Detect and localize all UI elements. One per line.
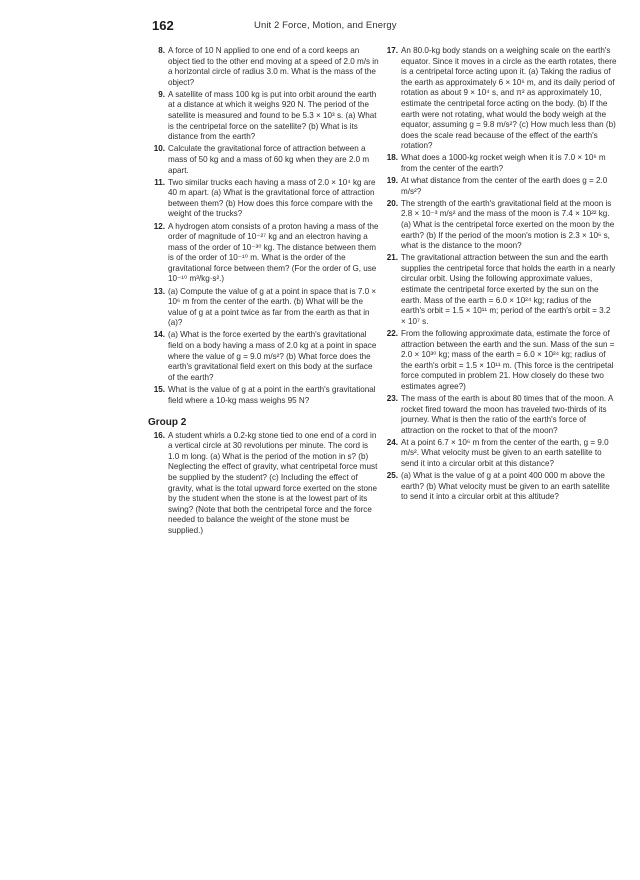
page-header <box>152 18 622 38</box>
problem-number: 15. <box>153 384 165 394</box>
left-column <box>148 46 380 538</box>
problem-text: The strength of the earth's gravitational field at the moon is 2.8 × 10⁻³ m/s² and the mass of the moon is 7.4 × 10²² kg. (a) What is the centripetal force exerted on the moon by the earth? (b) If the period of the moon's motion is 2.3 × 10⁶ s, what is the distance to the moon? <box>401 198 615 251</box>
problem-list-group-2-continued <box>381 46 617 503</box>
problem-item <box>381 394 617 436</box>
problem-number: 18. <box>386 153 398 163</box>
problem-item <box>148 330 380 383</box>
problem-number: 23. <box>386 394 398 403</box>
problem-number: 14. <box>153 330 165 340</box>
problem-item <box>381 199 617 252</box>
problem-item <box>148 46 380 88</box>
problem-text: At a point 6.7 × 10⁶ m from the center of the earth, g = 9.0 m/s². What velocity must be given to an earth satellite to send it into a circular orbit at this distance? <box>401 437 609 469</box>
problem-number: 16. <box>153 430 165 440</box>
problem-text: What is the value of g at a point in the earth's gravitational field where a 10-kg mass weighs 95 N? <box>168 384 376 405</box>
problem-text: From the following approximate data, estimate the force of attraction between the earth and the sun. Mass of the sun = 2.0 × 10³⁰ kg; mass of the earth = 6.0 × 10²⁴ kg; radius of the earth's orbit = 1.5 × 10¹¹ m. (This force is the centripetal force computed in problem 21. How closely do these two estimates agree?) <box>401 328 615 391</box>
problem-text: A satellite of mass 100 kg is put into orbit around the earth at a distance at which it weighs 920 N. The period of the satellite is measured and found to be 5.3 × 10³ s. (a) What is the centripetal force on the satellite? (b) What is its distance from the earth? <box>168 89 377 142</box>
problem-item <box>148 90 380 143</box>
problem-text: (a) What is the value of g at a point 400 000 m above the earth? (b) What velocity must be given to an earth satellite to send it into a circular orbit at this altitude? <box>401 471 610 502</box>
problem-text: A student whirls a 0.2-kg stone tied to one end of a cord in a vertical circle at 30 revolutions per minute. The cord is 1.0 m long. (a) What is the period of the motion in s? (b) Neglecting the effect of gravity, what centripetal force must be supplied by the student? (c) Including the effect of gravity, what is the total upward force exerted on the stone by the student when the stone is at the lowest part of its swing? (Note that both the centripetal force and the force needed to balance the weight of the stone must be supplied.) <box>168 430 378 536</box>
problem-number: 22. <box>386 328 398 338</box>
problem-item <box>148 287 380 329</box>
problem-item <box>381 176 617 197</box>
problem-number: 10. <box>153 144 165 154</box>
problem-text: What does a 1000-kg rocket weigh when it is 7.0 × 10⁶ m from the center of the earth? <box>401 153 606 174</box>
problem-item <box>381 438 617 470</box>
problem-number: 24. <box>386 437 398 447</box>
running-head: Unit 2 Force, Motion, and Energy <box>254 20 397 31</box>
problem-item <box>148 178 380 220</box>
problem-list-group-1 <box>148 46 380 406</box>
problem-number: 11. <box>154 177 165 187</box>
problem-list-group-2 <box>148 431 380 537</box>
problem-number: 20. <box>386 198 398 208</box>
problem-text: A force of 10 N applied to one end of a cord keeps an object tied to the other end moving at a speed of 2.0 m/s in a horizontal circle of radius 3.0 m. What is the mass of the object? <box>168 46 379 87</box>
problem-text: The mass of the earth is about 80 times that of the moon. A rocket fired toward the moon has traveled two-thirds of its journey. What is then the ratio of the earth's force of attraction on the rocket to that of the moon? <box>401 394 613 435</box>
problem-number: 12. <box>153 221 165 231</box>
problem-item <box>381 471 617 503</box>
problem-text: (a) What is the force exerted by the earth's gravitational field on a body having a mass of 2.0 kg at a point in space where the value of g = 9.0 m/s²? (b) What force does the earth's gravitational field exert on this body at the surface of the earth? <box>168 330 377 382</box>
problem-text: Calculate the gravitational force of attraction between a mass of 50 kg and a mass of 60 kg when they are 2.0 m apart. <box>168 144 370 175</box>
problem-item <box>148 431 380 537</box>
problem-text: (a) Compute the value of g at a point in space that is 7.0 × 10⁶ m from the center of the earth. (b) What will be the value of g at a point twice as far from the earth as that in (a)? <box>168 286 377 328</box>
problem-item <box>381 153 617 174</box>
problem-text: The gravitational attraction between the sun and the earth supplies the centripetal force that holds the earth in a nearly circular orbit. Using the following approximate values, estimate the centripetal force exerted by the sun on the earth. Mass of the earth = 6.0 × 10²⁴ kg; radius of the earth's orbit = 1.5 × 10¹¹ m; period of the earth's orbit = 3.2 × 10⁷ s. <box>401 253 616 326</box>
right-column <box>381 46 617 504</box>
group-title: Group 2 <box>148 417 187 429</box>
problem-item <box>381 46 617 152</box>
problem-number: 25. <box>386 471 398 481</box>
problem-item <box>381 253 617 327</box>
page-number: 162 <box>152 18 174 33</box>
problem-item <box>381 329 617 393</box>
problem-number: 17. <box>386 46 398 55</box>
problem-number: 9. <box>158 89 165 99</box>
problem-number: 13. <box>153 286 165 296</box>
problem-text: A hydrogen atom consists of a proton having a mass of the order of magnitude of 10⁻²⁷ kg and an electron having a mass of the order of 10⁻³⁰ kg. The distance between them is of the order of 10⁻¹⁰ m. What is the order of the gravitational force between them? (For the order of G, use 10⁻¹⁰ m³/kg·s².) <box>168 221 379 284</box>
problem-item <box>148 385 380 406</box>
problem-text: At what distance from the center of the earth does g = 2.0 m/s²? <box>401 176 608 196</box>
problem-number: 19. <box>386 176 398 186</box>
problem-number: 8. <box>158 46 165 55</box>
problem-number: 21. <box>386 253 398 263</box>
problem-text: Two similar trucks each having a mass of 2.0 × 10⁴ kg are 40 m apart. (a) What is the gravitational force of attraction between them? (b) How does this force compare with the weight of the trucks? <box>168 177 376 219</box>
problem-text: An 80.0-kg body stands on a weighing scale on the earth's equator. Since it moves in a circle as the earth rotates, there is a centripetal force acting upon it. (a) Taking the radius of the earth as approximately 6 × 10⁶ m, and its daily period of rotation as about 9 × 10⁴ s, and π² as approximately 10, estimate the centripetal force acting on the body. (b) If the earth were not rotating, what would the body weigh at the equator, assuming g = 9.8 m/s²? (c) How much less than (b) does the scale read because of the effect of the earth's rotation? <box>401 46 617 151</box>
problem-item <box>148 144 380 176</box>
problem-item <box>148 222 380 286</box>
